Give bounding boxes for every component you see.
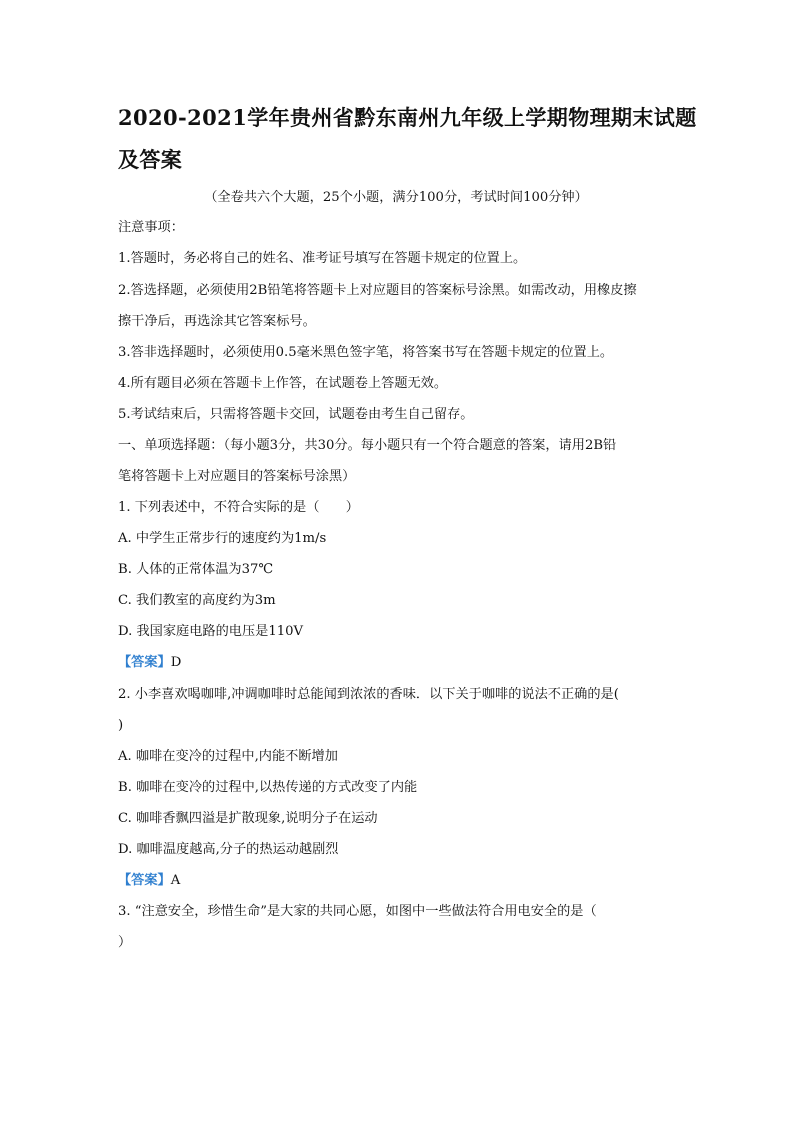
notice-item-2-cont: 擦干净后，再选涂其它答案标号。	[118, 314, 316, 329]
question-2-option-c: C. 咖啡香飘四溢是扩散现象,说明分子在运动	[118, 811, 378, 826]
answer-value: D	[170, 655, 182, 670]
notice-item-2: 2.答选择题，必须使用2B铅笔将答题卡上对应题目的答案标号涂黑。如需改动，用橡皮擦	[118, 283, 637, 298]
question-1-option-d: D. 我国家庭电路的电压是110V	[118, 624, 304, 639]
document-title-line2: 及答案	[118, 147, 183, 172]
section-heading-line2: 笔将答题卡上对应题目的答案标号涂黑）	[118, 469, 356, 484]
question-3-stem-line2: ）	[118, 935, 132, 950]
notice-item-4: 4.所有题目必须在答题卡上作答，在试题卷上答题无效。	[118, 376, 448, 391]
notice-item-1: 1.答题时，务必将自己的姓名、准考证号填写在答题卡规定的位置上。	[118, 251, 527, 266]
answer-label: 【答案】	[118, 873, 171, 888]
question-1-stem: 1. 下列表述中，不符合实际的是（ ）	[118, 500, 359, 515]
question-1-option-b: B. 人体的正常体温为37℃	[118, 562, 274, 577]
answer-label: 【答案】	[118, 655, 171, 670]
question-1-option-c: C. 我们教室的高度约为3m	[118, 593, 276, 608]
question-1-option-a: A. 中学生正常步行的速度约为1m/s	[118, 531, 327, 546]
question-2-answer	[118, 872, 180, 890]
question-2-stem-line1: 2. 小李喜欢喝咖啡,冲调咖啡时总能闻到浓浓的香味．以下关于咖啡的说法不正确的是(	[118, 687, 619, 702]
question-2-option-a: A. 咖啡在变冷的过程中,内能不断增加	[118, 749, 338, 764]
question-3-stem-line1: 3. “注意安全，珍惜生命”是大家的共同心愿，如图中一些做法符合用电安全的是（	[118, 904, 597, 919]
notice-item-3: 3.答非选择题时，必须使用0.5毫米黑色签字笔，将答案书写在答题卡规定的位置上。	[118, 345, 614, 360]
question-2-option-b: B. 咖啡在变冷的过程中,以热传递的方式改变了内能	[118, 780, 418, 795]
notice-heading: 注意事项：	[118, 220, 184, 235]
notice-item-5: 5.考试结束后，只需将答题卡交回，试题卷由考生自己留存。	[118, 407, 474, 422]
question-2-stem-line2: )	[118, 718, 124, 733]
question-1-answer	[118, 654, 181, 672]
question-2-option-d: D. 咖啡温度越高,分子的热运动越剧烈	[118, 842, 339, 857]
exam-info-subtitle: （全卷共六个大题，25个小题，满分100分，考试时间100分钟）	[204, 190, 588, 205]
document-title-line1: 2020-2021学年贵州省黔东南州九年级上学期物理期末试题	[118, 105, 697, 130]
answer-value: A	[170, 873, 181, 888]
section-heading-line1: 一、单项选择题：（每小题3分，共30分。每小题只有一个符合题意的答案，请用2B铅	[118, 438, 617, 453]
